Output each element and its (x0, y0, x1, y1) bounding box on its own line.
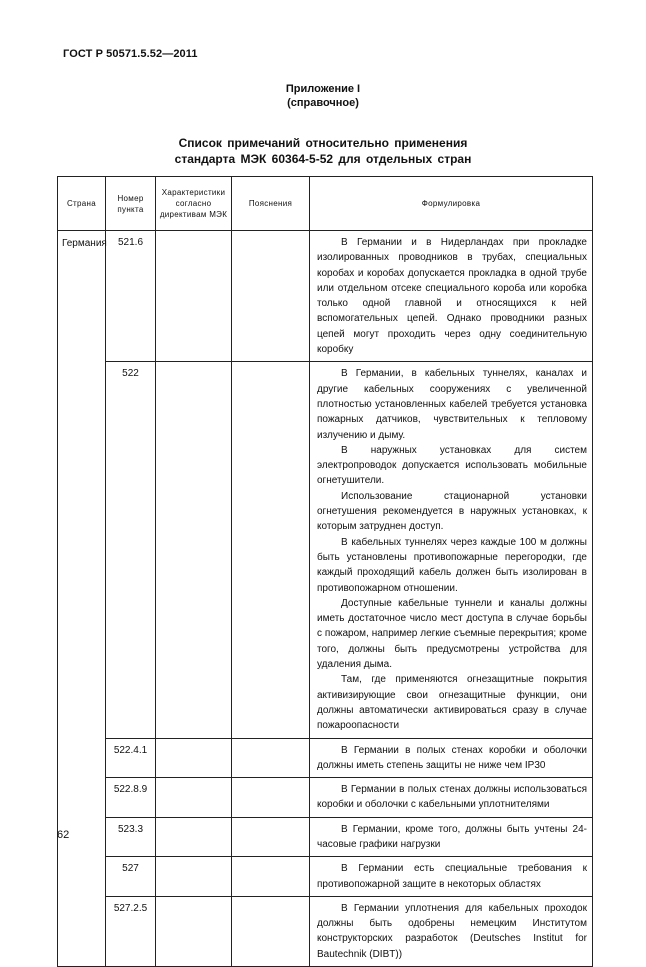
explanations-cell (232, 362, 310, 738)
characteristics-cell (156, 857, 232, 897)
wording-cell (310, 778, 593, 818)
wording-paragraph: В Германии есть специальные требования к противопожарной защите в некоторых областях (317, 863, 587, 890)
wording-paragraph: В Германии, кроме того, должны быть учтены 24-часовые графики нагрузки (317, 823, 587, 850)
wording-cell (310, 738, 593, 778)
wording-paragraph: В Германии в полых стенах должны использоваться коробки и оболочки с кабельными уплотнителями (317, 784, 587, 811)
list-title-line-1: Список примечаний относительно применения (178, 136, 468, 150)
table-row (58, 738, 593, 778)
list-title (0, 135, 646, 167)
item-number-cell: 522.8.9 (106, 778, 156, 818)
wording-cell (310, 896, 593, 966)
characteristics-cell (156, 738, 232, 778)
characteristics-cell (156, 778, 232, 818)
table-row (58, 857, 593, 897)
table-row (58, 778, 593, 818)
wording-paragraph: В Германии уплотнения для кабельных проходок должны быть одобрены немецким Институтом конструкторских разработок (Deutsches Institut for Bautechnik (DIBT)) (317, 902, 587, 960)
characteristics-cell (156, 231, 232, 362)
explanations-cell (232, 778, 310, 818)
appendix-subtitle: (справочное) (287, 97, 359, 109)
table-row (58, 817, 593, 857)
wording-paragraph: В Германии в полых стенах коробки и оболочки должны иметь степень защиты не ниже чем IP30 (317, 744, 587, 771)
characteristics-cell (156, 817, 232, 857)
list-title-line-2: стандарта МЭК 60364-5-52 для отдельных стран (174, 152, 472, 166)
page-number: 62 (57, 829, 70, 841)
wording-paragraph: Доступные кабельные туннели и каналы должны иметь достаточное число мест доступа в случае борьбы с пожаром, например легкие съемные перекрытия; кроме того, должны быть предусмотрены устройства для удаления дыма. (317, 597, 587, 671)
table-row (58, 231, 593, 362)
header-characteristics: Характеристики согласно директивам МЭК (156, 177, 232, 231)
wording-paragraph: В Германии, в кабельных туннелях, каналах и другие кабельных сооружениях с увеличенной плотностью установленных кабелей требуется установка пожарных датчиков, чувствительных к тепловому излучению и дыму. (317, 368, 587, 441)
item-number-cell: 522 (106, 362, 156, 738)
document-code: ГОСТ Р 50571.5.52—2011 (63, 48, 198, 60)
wording-cell (310, 857, 593, 897)
wording-cell (310, 362, 593, 738)
wording-cell (310, 817, 593, 857)
header-item-number: Номер пункта (106, 177, 156, 231)
item-number-cell: 521.6 (106, 231, 156, 362)
item-number-cell: 523.3 (106, 817, 156, 857)
table-row (58, 896, 593, 966)
table-row (58, 362, 593, 738)
item-number-cell: 522.4.1 (106, 738, 156, 778)
table-body (58, 231, 593, 967)
explanations-cell (232, 857, 310, 897)
explanations-cell (232, 231, 310, 362)
wording-paragraph: В кабельных туннелях через каждые 100 м должны быть установлены противопожарные перегородки, где каждый проходящий кабель должен быть изолирован в противопожарном отношении. (317, 536, 587, 594)
header-country: Страна (58, 177, 106, 231)
characteristics-cell (156, 896, 232, 966)
explanations-cell (232, 896, 310, 966)
wording-paragraph: Использование стационарной установки огнетушения рекомендуется в наружных установках, к которым затруднен доступ. (317, 490, 587, 533)
explanations-cell (232, 817, 310, 857)
country-notes-table (57, 176, 593, 967)
item-number-cell: 527.2.5 (106, 896, 156, 966)
header-wording: Формулировка (310, 177, 593, 231)
appendix-title: Приложение I (285, 83, 361, 95)
wording-paragraph: В Германии и в Нидерландах при прокладке изолированных проводников в трубах, специальных коробах и коробах допускается прокладка в одной трубе или отдельном отсеке специального короба или коробка только одной главной и относящихся к ней вспомогательных цепей. Однако проводники разных цепей могут проходить через одну соединительную коробку (317, 237, 587, 356)
wording-paragraph: В наружных установках для систем электропроводок допускается использовать мобильные огнетушители. (317, 444, 587, 487)
wording-paragraph: Там, где применяются огнезащитные покрытия активизирующие свои огнезащитные функции, они должны автоматически активироваться сразу в случае пожароопасности (317, 674, 587, 732)
header-explanations: Пояснения (232, 177, 310, 231)
wording-cell (310, 231, 593, 362)
table-header-row (58, 177, 593, 231)
explanations-cell (232, 738, 310, 778)
characteristics-cell (156, 362, 232, 738)
item-number-cell: 527 (106, 857, 156, 897)
country-cell: Германия (58, 231, 106, 967)
